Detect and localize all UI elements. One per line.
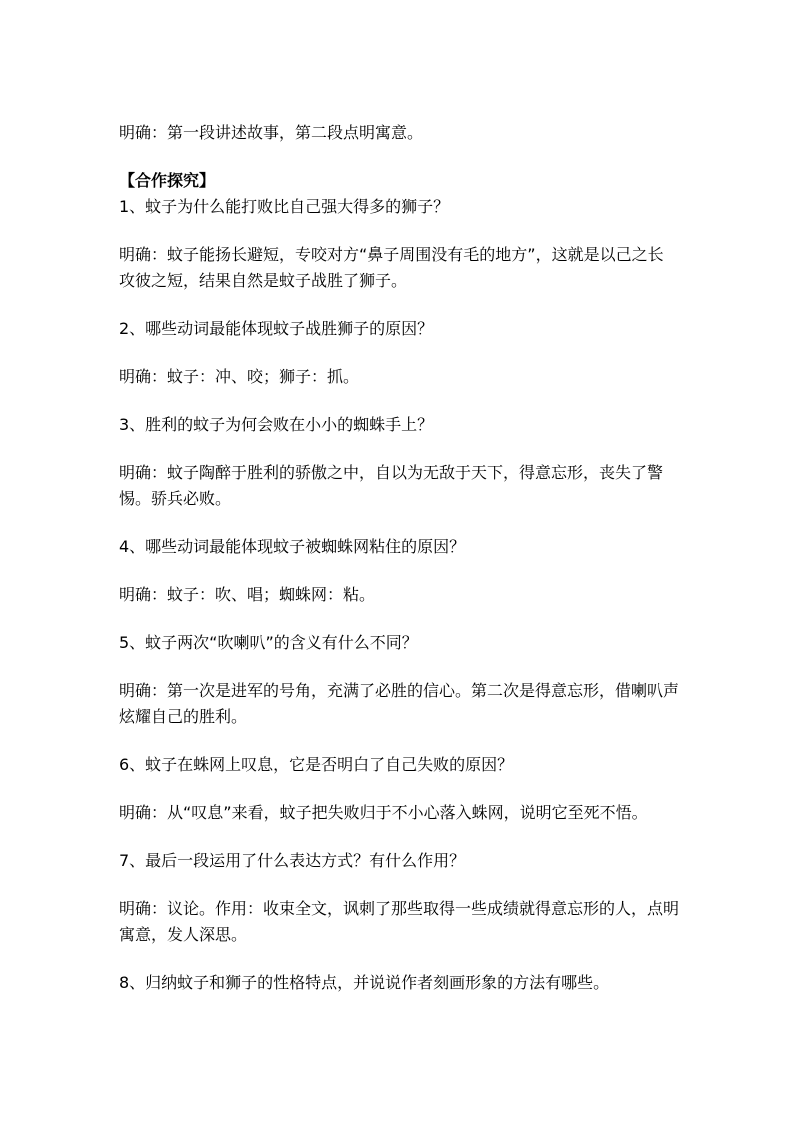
question-6: 6、蚊子在蛛网上叹息，它是否明白了自己失败的原因？	[119, 755, 514, 774]
answer-3: 明确：蚊子陶醉于胜利的骄傲之中，自以为无敌于天下，得意忘形，丧失了警惕。骄兵必败。	[119, 463, 664, 508]
question-7: 7、最后一段运用了什么表达方式？有什么作用？	[119, 851, 466, 870]
answer-2: 明确：蚊子：冲、咬；狮子：抓。	[119, 367, 360, 386]
document-body	[119, 120, 679, 996]
section-heading: 【合作探究】	[119, 171, 216, 190]
answer-7: 明确：议论。作用：收束全文，讽刺了那些取得一些成绩就得意忘形的人，点明寓意，发人深思。	[119, 899, 680, 944]
answer-6: 明确：从“叹息”来看，蚊子把失败归于不小心落入蛛网，说明它至死不悟。	[119, 803, 648, 822]
question-3: 3、胜利的蚊子为何会败在小小的蜘蛛手上？	[119, 415, 434, 434]
question-2: 2、哪些动词最能体现蚊子战胜狮子的原因？	[119, 319, 434, 338]
question-5: 5、蚊子两次“吹喇叭”的含义有什么不同？	[119, 633, 418, 652]
question-8: 8、归纳蚊子和狮子的性格特点，并说说作者刻画形象的方法有哪些。	[119, 973, 610, 992]
answer-1: 明确：蚊子能扬长避短，专咬对方“鼻子周围没有毛的地方”，这就是以己之长攻彼之短，结果自然是蚊子战胜了狮子。	[119, 245, 664, 290]
answer-4: 明确：蚊子：吹、唱；蜘蛛网：粘。	[119, 585, 376, 604]
question-1: 1、蚊子为什么能打败比自己强大得多的狮子？	[119, 197, 450, 216]
question-4: 4、哪些动词最能体现蚊子被蜘蛛网粘住的原因？	[119, 537, 466, 556]
answer-5: 明确：第一次是进军的号角，充满了必胜的信心。第二次是得意忘形，借喇叭声炫耀自己的胜利。	[119, 681, 680, 726]
intro-answer: 明确：第一段讲述故事，第二段点明寓意。	[119, 123, 424, 142]
